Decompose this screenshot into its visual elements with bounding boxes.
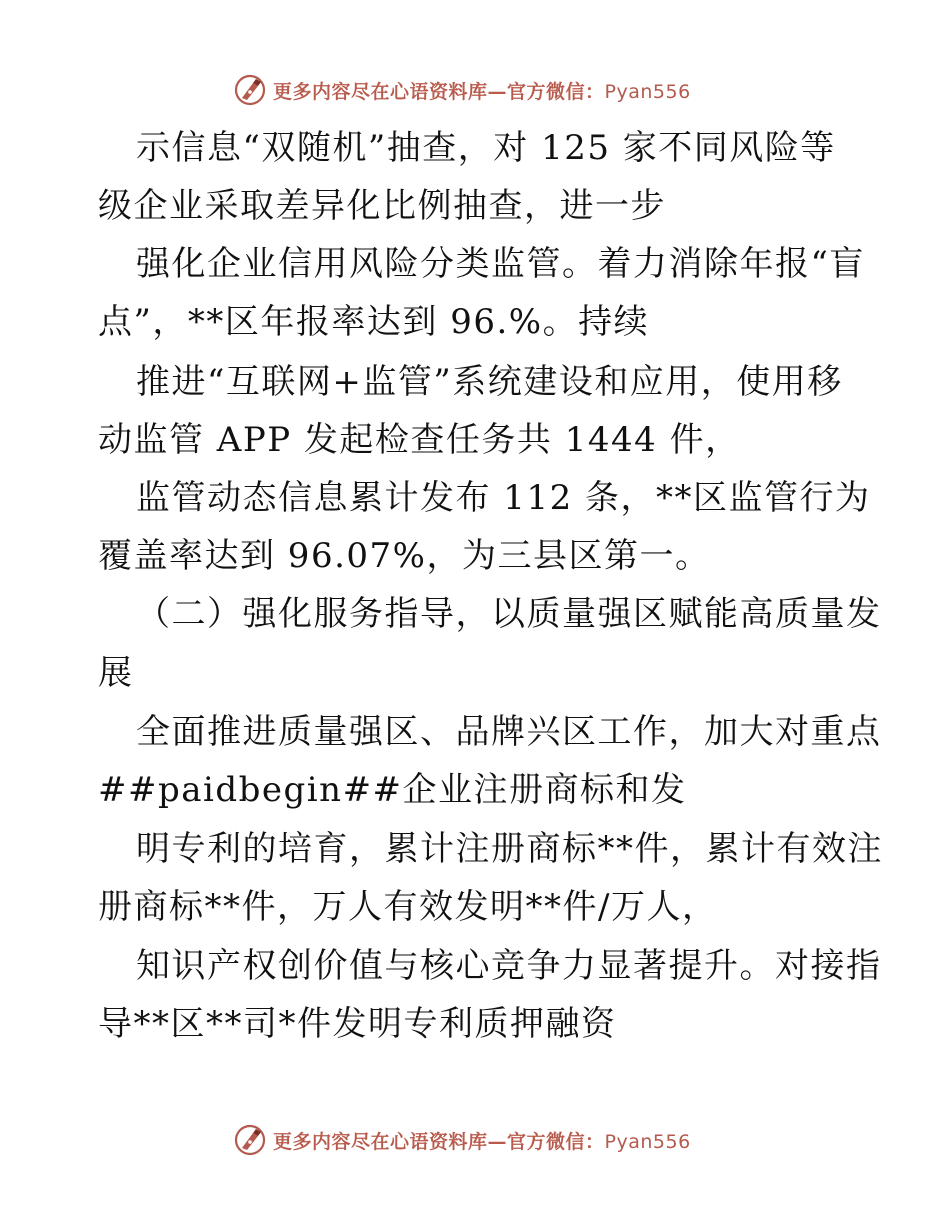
paragraph-line: 级企业采取差异化比例抽查，进一步 xyxy=(98,186,666,226)
paragraph-line: 示信息“双随机”抽查，对 125 家不同风险等 xyxy=(136,128,836,168)
paragraph-line: 动监管 APP 发起检查任务共 1444 件， xyxy=(98,420,741,460)
section-heading-cont: 展 xyxy=(98,653,134,693)
paragraph-line: 全面推进质量强区、品牌兴区工作，加大对重点 xyxy=(136,712,882,752)
pen-nib-logo-icon xyxy=(233,1123,267,1157)
paragraph-line: ##paidbegin##企业注册商标和发 xyxy=(98,770,687,810)
watermark-text-cn: 更多内容尽在心语资料库—官方微信： xyxy=(273,1130,605,1153)
watermark-text xyxy=(273,77,691,104)
paragraph-line: 覆盖率达到 96.07%，为三县区第一。 xyxy=(98,536,711,576)
paragraph-line: 导**区**司*件发明专利质押融资 xyxy=(98,1004,617,1044)
paragraph-line: 强化企业信用风险分类监管。着力消除年报“盲 xyxy=(136,244,865,284)
paragraph-line: 监管动态信息累计发布 112 条，**区监管行为 xyxy=(136,478,871,518)
pen-nib-logo-icon xyxy=(233,73,267,107)
paragraph-line: 推进“互联网+监管”系统建设和应用，使用移 xyxy=(136,362,843,402)
watermark-text-id: Pyan556 xyxy=(604,1130,691,1153)
paragraph-line: 明专利的培育，累计注册商标**件，累计有效注 xyxy=(136,829,883,869)
watermark-footer xyxy=(233,1122,691,1158)
watermark-text-cn: 更多内容尽在心语资料库—官方微信： xyxy=(273,80,605,103)
watermark-text xyxy=(273,1127,691,1154)
section-heading: （二）强化服务指导，以质量强区赋能高质量发 xyxy=(136,594,882,634)
paragraph-line: 册商标**件，万人有效发明**件/万人， xyxy=(98,887,718,927)
paragraph-line: 知识产权创价值与核心竞争力显著提升。对接指 xyxy=(136,946,882,986)
watermark-text-id: Pyan556 xyxy=(604,80,691,103)
watermark-header xyxy=(233,72,691,108)
paragraph-line: 点”，**区年报率达到 96.%。持续 xyxy=(98,302,650,342)
